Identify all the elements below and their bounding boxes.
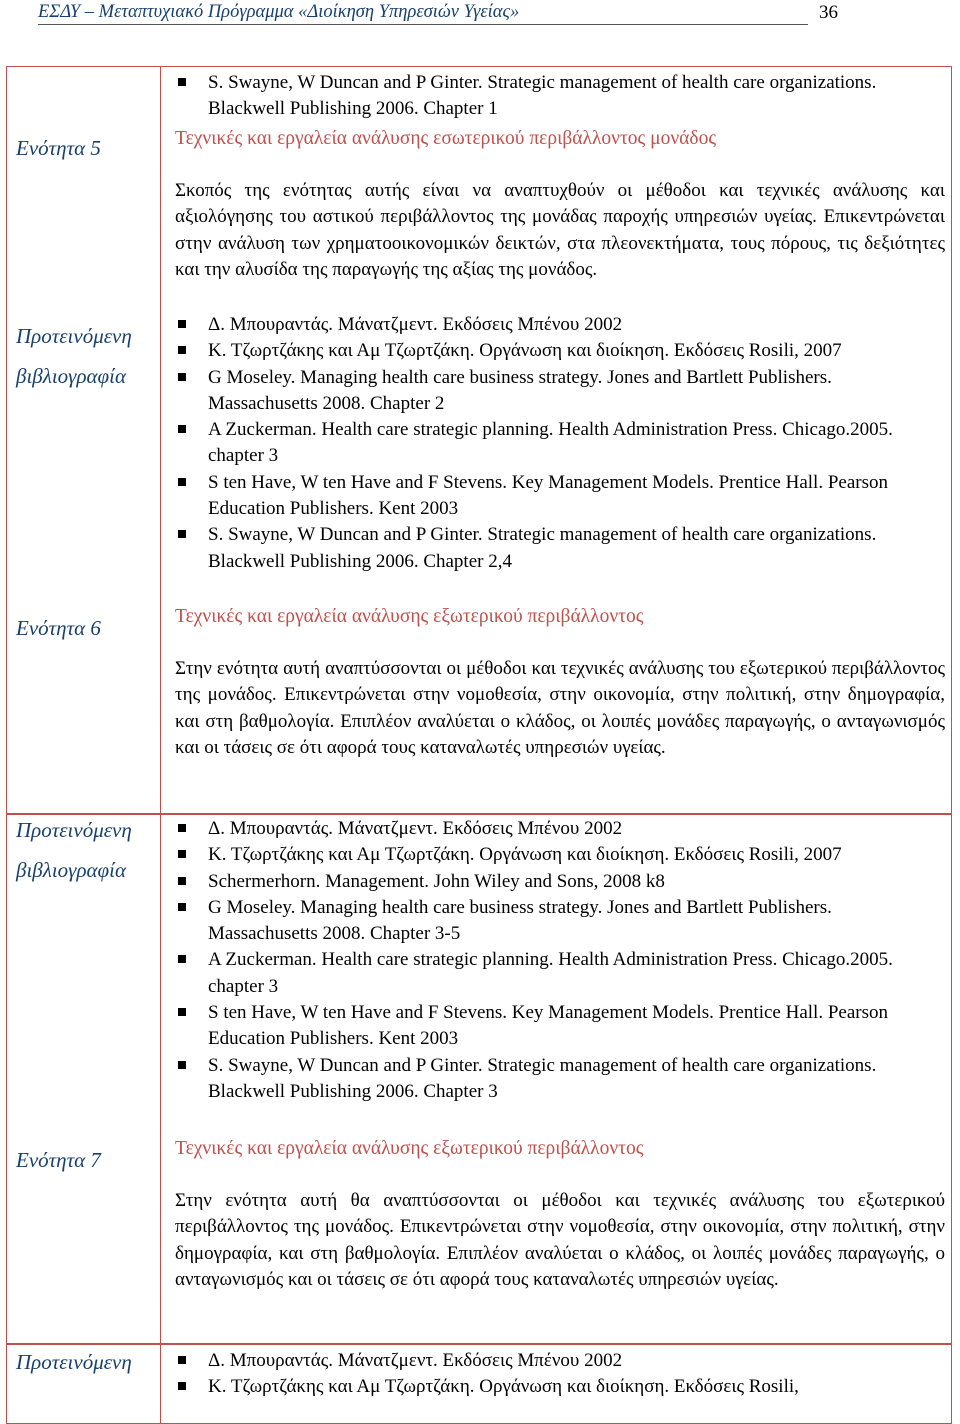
unit7-description: Στην ενότητα αυτή θα αναπτύσσονται οι μέθοδοι και τεχνικές ανάλυσης του εξωτερικού περιβάλλοντος της μονάδος. Επικεντρώνεται στην νομοθεσία, στην οικονομία, στην πολιτική, στην δημογραφία, και στη βαθμολογία. Επιπλέον αναλύεται ο κλάδος, οι λοιπές μονάδες παραγωγής, ο ανταγωνισμός και οι τάσεις σε ότι αφορά τους καταναλωτές υπηρεσιών υγείας.	[175, 1190, 945, 1290]
reference-item: Κ. Τζωρτζάκης και Αμ Τζωρτζάκη. Οργάνωση και διοίκηση. Εκδόσεις Rosili, 2007	[175, 842, 945, 868]
reference-item: A Zuckerman. Health care strategic planning. Health Administration Press. Chicago.2005. chapter 3	[175, 417, 945, 470]
unit5-refs-cell	[175, 312, 945, 575]
reference-item: S. Swayne, W Duncan and P Ginter. Strategic management of health care organizations. Blackwell Publishing 2006. Chapter 1	[175, 70, 945, 123]
reference-item: Schermerhorn. Management. John Wiley and Sons, 2008 k8	[175, 869, 945, 895]
unit5-title: Τεχνικές και εργαλεία ανάλυσης εσωτερικού περιβάλλοντος μονάδος	[175, 128, 717, 149]
unit7-title-cell	[175, 1136, 945, 1162]
reference-item: Δ. Μπουραντάς. Μάνατζμεντ. Εκδόσεις Μπένου 2002	[175, 1348, 945, 1374]
reference-item: Δ. Μπουραντάς. Μάνατζμεντ. Εκδόσεις Μπένου 2002	[175, 816, 945, 842]
unit7-reference-list	[175, 1348, 945, 1401]
reference-item: Κ. Τζωρτζάκης και Αμ Τζωρτζάκη. Οργάνωση και διοίκηση. Εκδόσεις Rosili,	[175, 1374, 945, 1400]
reference-item: G Moseley. Managing health care business strategy. Jones and Bartlett Publishers. Massachusetts 2008. Chapter 2	[175, 365, 945, 418]
unit6-biblio-label-2: βιβλιογραφία	[16, 858, 127, 882]
reference-item: S. Swayne, W Duncan and P Ginter. Strategic management of health care organizations. Blackwell Publishing 2006. Chapter 2,4	[175, 522, 945, 575]
unit5-biblio-label-1: Προτεινόμενη	[16, 324, 132, 348]
unit7-label: Ενότητα 7	[16, 1148, 101, 1172]
unit6-biblio-label-1: Προτεινόμενη	[16, 818, 132, 842]
unit7-title: Τεχνικές και εργαλεία ανάλυσης εξωτερικού περιβάλλοντος	[175, 1138, 644, 1159]
unit7-description-cell	[175, 1188, 945, 1293]
unit6-title-cell	[175, 604, 945, 630]
unit5-label: Ενότητα 5	[16, 136, 101, 160]
content-top-refs	[175, 70, 945, 123]
unit5-biblio-label-2: βιβλιογραφία	[16, 364, 127, 388]
unit5-description-cell	[175, 178, 945, 283]
unit7-refs-cell	[175, 1348, 945, 1401]
reference-item: S ten Have, W ten Have and F Stevens. Key Management Models. Prentice Hall. Pearson Education Publishers. Kent 2003	[175, 1000, 945, 1053]
reference-item: G Moseley. Managing health care business strategy. Jones and Bartlett Publishers. Massachusetts 2008. Chapter 3-5	[175, 895, 945, 948]
unit5-description: Σκοπός της ενότητας αυτής είναι να αναπτυχθούν οι μέθοδοι και τεχνικές ανάλυσης και αξιολόγησης του αστικού περιβάλλοντος της μονάδας παροχής υπηρεσιών υγείας. Επικεντρώνεται στην ανάλυση των χρηματοοικονομικών δεικτών, στα πλεονεκτήματα, τους πόρους, τις δεξιότητες και την αλυσίδα της παραγωγής της αξίας της μονάδος.	[175, 180, 945, 280]
unit6-description-cell	[175, 656, 945, 761]
unit6-label: Ενότητα 6	[16, 616, 101, 640]
unit6-refs-cell	[175, 816, 945, 1105]
unit6-title: Τεχνικές και εργαλεία ανάλυσης εξωτερικού περιβάλλοντος	[175, 606, 644, 627]
header-title: ΕΣΔΥ – Μεταπτυχιακό Πρόγραμμα «Διοίκηση Υπηρεσιών Υγείας»	[38, 2, 520, 22]
unit6-description: Στην ενότητα αυτή αναπτύσσονται οι μέθοδοι και τεχνικές ανάλυσης του εξωτερικού περιβάλλοντος της μονάδος. Επικεντρώνεται στην νομοθεσία, στην οικονομία, στην πολιτική, στην δημογραφία, και στη βαθμολογία. Επιπλέον αναλύεται ο κλάδος, οι λοιπές μονάδες παραγωγής, ο ανταγωνισμός και οι τάσεις σε ότι αφορά τους καταναλωτές υπηρεσιών υγείας.	[175, 658, 945, 758]
running-header	[38, 2, 846, 23]
reference-item: S. Swayne, W Duncan and P Ginter. Strategic management of health care organizations. Blackwell Publishing 2006. Chapter 3	[175, 1053, 945, 1106]
reference-item: Κ. Τζωρτζάκης και Αμ Τζωρτζάκη. Οργάνωση και διοίκηση. Εκδόσεις Rosili, 2007	[175, 338, 945, 364]
unit5-title-cell	[175, 126, 945, 152]
unit7-biblio-label-1: Προτεινόμενη	[16, 1350, 132, 1374]
unit5-reference-list	[175, 312, 945, 575]
reference-item: A Zuckerman. Health care strategic planning. Health Administration Press. Chicago.2005. chapter 3	[175, 947, 945, 1000]
column-divider	[160, 66, 161, 1424]
unit6-reference-list	[175, 816, 945, 1105]
top-reference-list	[175, 70, 945, 123]
page-number: 36	[819, 2, 838, 23]
reference-item: S ten Have, W ten Have and F Stevens. Key Management Models. Prentice Hall. Pearson Education Publishers. Kent 2003	[175, 470, 945, 523]
header-rule	[38, 24, 808, 25]
reference-item: Δ. Μπουραντάς. Μάνατζμεντ. Εκδόσεις Μπένου 2002	[175, 312, 945, 338]
